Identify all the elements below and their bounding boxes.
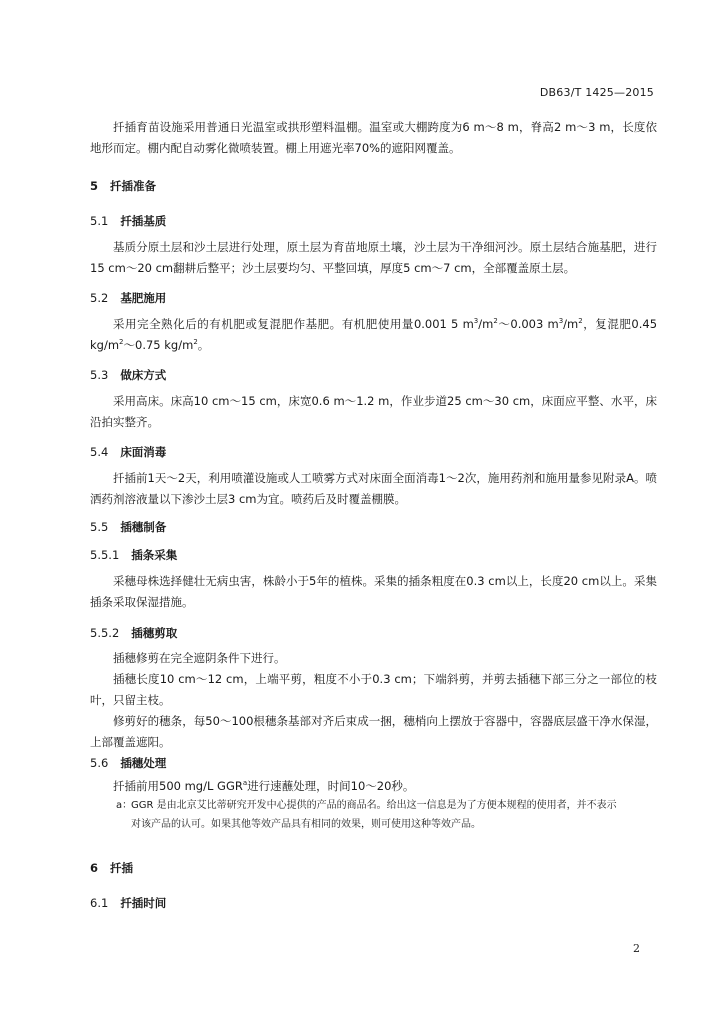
section-title: 扦插时间 bbox=[120, 896, 167, 910]
section-5-3-heading bbox=[90, 367, 166, 383]
section-title: 扦插基质 bbox=[120, 214, 167, 228]
section-number: 5.5.2 bbox=[90, 626, 120, 640]
section-number: 5.1 bbox=[90, 214, 109, 228]
intro-paragraph: 扦插育苗设施采用普通日光温室或拱形塑料温棚。温室或大棚跨度为6 m～8 m，脊高2 m～3 m，长度依地形而定。棚内配自动雾化微喷装置。棚上用遮光率70%的遮阳网覆盖。 bbox=[90, 120, 657, 155]
superscript: 3 bbox=[473, 317, 479, 326]
section-5-5-1-heading bbox=[90, 547, 177, 563]
footnote-line-1: GGR 是由北京艾比蒂研究开发中心提供的产品的商品名。给出这一信息是为了方便本规程的使用者，并不表示 bbox=[131, 800, 617, 811]
footnote-line-2: 对该产品的认可。如果其他等效产品具有相同的效果，则可使用这种等效产品。 bbox=[131, 819, 481, 830]
text-run: /m bbox=[563, 317, 579, 331]
text-run: ～0.003 m bbox=[497, 317, 559, 331]
section-title: 插穗剪取 bbox=[131, 626, 178, 640]
section-5-5-1-text: 采穗母株选择健壮无病虫害，株龄小于5年的植株。采集的插条粗度在0.3 cm以上，长度20 cm以上。采集插条采取保湿措施。 bbox=[90, 574, 657, 609]
section-number: 5.6 bbox=[90, 756, 109, 770]
footnote-marker: a bbox=[242, 779, 248, 788]
section-title: 床面消毒 bbox=[120, 445, 167, 459]
section-5-6-text bbox=[90, 776, 657, 797]
section-number: 5.4 bbox=[90, 445, 109, 459]
superscript: 2 bbox=[193, 338, 198, 347]
footnote-tag: a： bbox=[116, 800, 133, 811]
section-5-4-text: 扦插前1天～2天，利用喷灌设施或人工喷雾方式对床面全面消毒1～2次，施用药剂和施用量参见附录A。喷洒药剂溶液量以下渗沙土层3 cm为宜。喷药后及时覆盖棚膜。 bbox=[90, 471, 657, 506]
section-5-5-2-paragraph-3: 修剪好的穗条，每50～100根穗条基部对齐后束成一捆，穗梢向上摆放于容器中，容器底层盛干净水保湿，上部覆盖遮阳。 bbox=[90, 714, 657, 749]
section-title: 插穗制备 bbox=[120, 520, 167, 534]
section-5-5-2-paragraph-1: 插穗修剪在完全遮阴条件下进行。 bbox=[113, 651, 286, 665]
page-number: 2 bbox=[633, 942, 640, 955]
section-5-5-2-heading bbox=[90, 625, 177, 641]
text-run: ，复混肥0.45 kg/m bbox=[90, 317, 658, 352]
section-5-5-2-paragraph-2: 插穗长度10 cm～12 cm，上端平剪，粗度不小于0.3 cm；下端斜剪，并剪去插穗下部三分之一部位的枝叶，只留主枝。 bbox=[90, 672, 657, 707]
superscript: 2 bbox=[119, 338, 124, 347]
section-5-1-text: 基质分原土层和沙土层进行处理，原土层为育苗地原土壤，沙土层为干净细河沙。原土层结合施基肥，进行15 cm～20 cm翻耕后整平；沙土层要均匀、平整回填，厚度5 cm～7 cm，全部覆盖原土层。 bbox=[90, 240, 657, 275]
text-run: ～0.75 kg/m bbox=[123, 338, 194, 352]
text-run: 扦插前用500 mg/L GGR bbox=[113, 779, 243, 793]
section-number: 5.2 bbox=[90, 291, 109, 305]
section-title: 插条采集 bbox=[131, 548, 178, 562]
section-title: 做床方式 bbox=[120, 368, 167, 382]
section-number: 5.5 bbox=[90, 520, 109, 534]
section-title: 扦插准备 bbox=[110, 179, 157, 193]
text-run: 进行速蘸处理，时间10～20秒。 bbox=[247, 779, 415, 793]
superscript: 2 bbox=[493, 317, 498, 326]
section-6-heading bbox=[90, 860, 133, 876]
text-run: /m bbox=[478, 317, 494, 331]
section-5-heading bbox=[90, 178, 156, 194]
section-5-6-heading bbox=[90, 755, 166, 771]
text-run: 采用完全熟化后的有机肥或复混肥作基肥。有机肥使用量0.001 5 m bbox=[113, 317, 474, 331]
section-5-4-heading bbox=[90, 444, 166, 460]
section-title: 基肥施用 bbox=[120, 291, 167, 305]
section-number: 5 bbox=[90, 179, 99, 193]
section-5-2-text bbox=[90, 314, 657, 356]
section-title: 插穗处理 bbox=[120, 756, 167, 770]
section-5-3-text: 采用高床。床高10 cm～15 cm，床宽0.6 m～1.2 m，作业步道25 cm～30 cm，床面应平整、水平，床沿拍实整齐。 bbox=[90, 394, 657, 429]
section-number: 6 bbox=[90, 861, 99, 875]
superscript: 3 bbox=[558, 317, 564, 326]
section-6-1-heading bbox=[90, 895, 166, 911]
section-5-1-heading bbox=[90, 213, 166, 229]
superscript: 2 bbox=[578, 317, 583, 326]
section-5-2-heading bbox=[90, 290, 166, 306]
section-title: 扦插 bbox=[110, 861, 134, 875]
text-run: 。 bbox=[197, 338, 210, 352]
document-header-code: DB63/T 1425—2015 bbox=[539, 86, 654, 99]
section-number: 6.1 bbox=[90, 896, 109, 910]
section-number: 5.3 bbox=[90, 368, 109, 382]
section-5-5-heading bbox=[90, 519, 166, 535]
section-number: 5.5.1 bbox=[90, 548, 120, 562]
footnote bbox=[116, 796, 661, 834]
